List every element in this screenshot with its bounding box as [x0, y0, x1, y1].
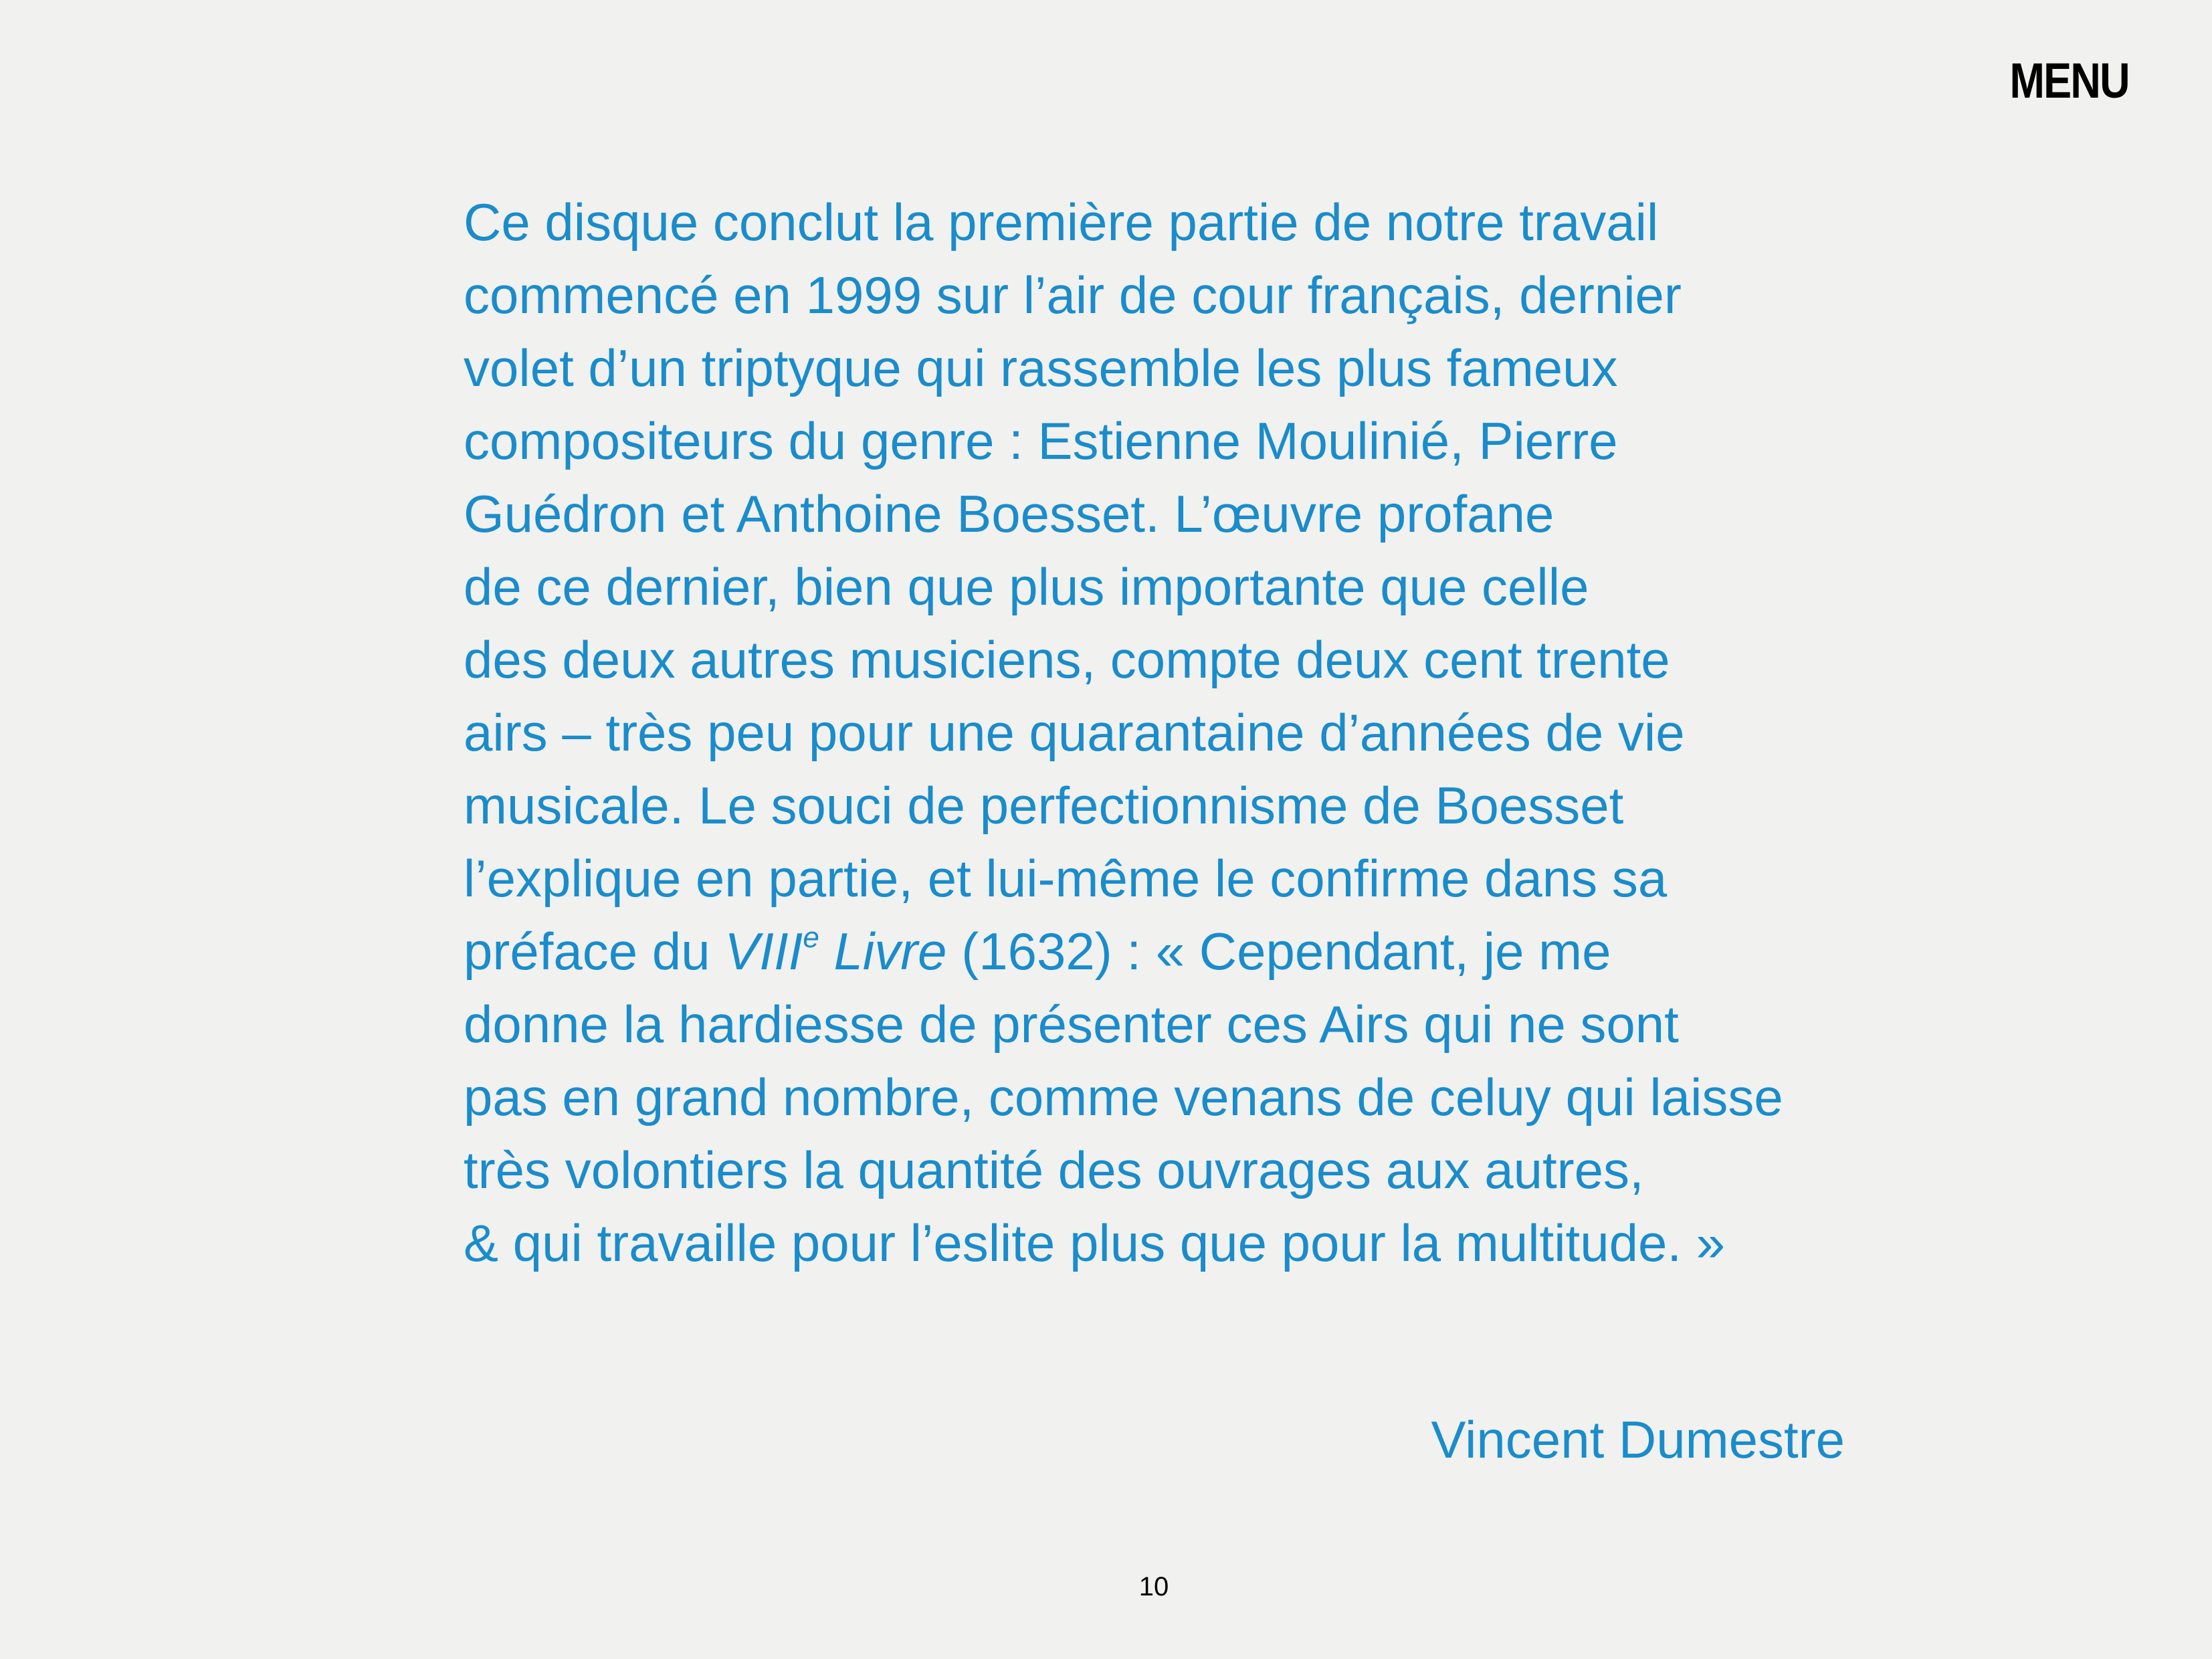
text-line: volet d’un triptyque qui rassemble les plus fameux [464, 338, 1618, 397]
text-line: & qui travaille pour l’eslite plus que pour la multitude. » [464, 1213, 1726, 1272]
text-line: pas en grand nombre, comme venans de celuy qui laisse [464, 1068, 1783, 1127]
body-paragraph [464, 186, 1868, 1280]
text-line: donne la hardiesse de présenter ces Airs qui ne sont [464, 995, 1679, 1054]
text-line: de ce dernier, bien que plus importante que celle [464, 557, 1589, 616]
text-line: l’explique en partie, et lui-même le confirme dans sa [464, 849, 1668, 908]
author-signature: Vincent Dumestre [1431, 1410, 1845, 1469]
text-line: commencé en 1999 sur l’air de cour français, dernier [464, 266, 1682, 324]
page-number: 10 [1138, 1572, 1169, 1601]
text-line: Ce disque conclut la première partie de notre travail [464, 193, 1659, 252]
text-line: musicale. Le souci de perfectionnisme de Boesset [464, 776, 1624, 835]
menu-button[interactable]: MENU [2009, 53, 2129, 108]
text-fragment: (1632) : « Cependant, je me [946, 922, 1611, 981]
book-numeral: VIII [724, 922, 803, 981]
text-line-book-title [464, 915, 1868, 988]
text-fragment: préface du [464, 922, 725, 981]
text-line: des deux autres musiciens, compte deux cent trente [464, 630, 1670, 689]
book-title: Livre [819, 922, 947, 981]
text-line: airs – très peu pour une quarantaine d’années de vie [464, 703, 1685, 762]
text-line: Guédron et Anthoine Boesset. L’œuvre profane [464, 484, 1554, 543]
text-line: compositeurs du genre : Estienne Moulinié, Pierre [464, 411, 1618, 470]
book-superscript: e [803, 921, 819, 954]
text-line: très volontiers la quantité des ouvrages aux autres, [464, 1141, 1644, 1199]
